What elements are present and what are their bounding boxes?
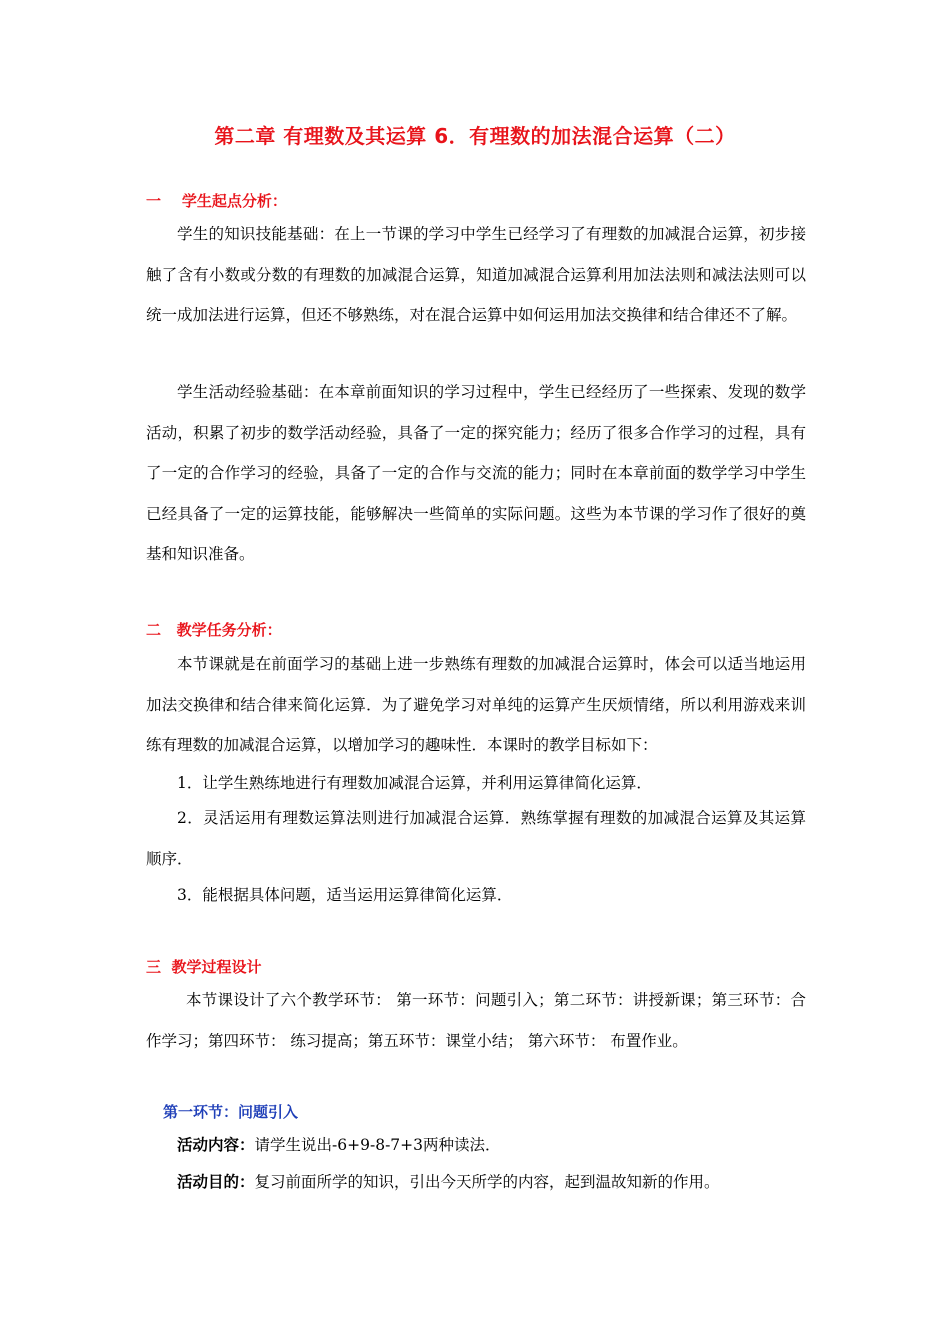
section-heading-task-analysis: 二 教学任务分析： — [146, 621, 282, 639]
section-heading-student-analysis: 一 学生起点分析： — [146, 192, 287, 210]
page-title: 第二章 有理数及其运算 6．有理数的加法混合运算（二） — [214, 124, 736, 148]
objective-item-2: 2．灵活运用有理数运算法则进行加减混合运算．熟练掌握有理数的加减混合运算及其运算顺序． — [146, 809, 806, 868]
paragraph-process-overview: 本节课设计了六个教学环节： 第一环节：问题引入；第二环节：讲授新课；第三环节：合作学习；第四环节： 练习提高；第五环节：课堂小结； 第六环节： 布置作业。 — [146, 991, 806, 1050]
section-heading-process-design: 三 教学过程设计 — [146, 958, 262, 976]
activity-content-line — [177, 1125, 837, 1165]
paragraph-knowledge-basis: 学生的知识技能基础：在上一节课的学习中学生已经学习了有理数的加减混合运算，初步接触了含有小数或分数的有理数的加减混合运算，知道加减混合运算利用加法法则和减法法则可以统一成加法进行运算，但还不够熟练，对在混合运算中如何运用加法交换律和结合律还不了解。 — [146, 225, 806, 324]
activity-content-text: 请学生说出-6+9-8-7+3两种读法． — [254, 1136, 501, 1154]
paragraph-activity-basis: 学生活动经验基础：在本章前面知识的学习过程中，学生已经经历了一些探索、发现的数学活动，积累了初步的数学活动经验，具备了一定的探究能力；经历了很多合作学习的过程，具有了一定的合作学习的经验，具备了一定的合作与交流的能力；同时在本章前面的数学学习中学生已经具备了一定的运算技能，能够解决一些简单的实际问题。这些为本节课的学习作了很好的奠基和知识准备。 — [146, 383, 806, 563]
activity-purpose-text: 复习前面所学的知识，引出今天所学的内容，起到温故知新的作用。 — [254, 1173, 720, 1191]
paragraph-task-description: 本节课就是在前面学习的基础上进一步熟练有理数的加减混合运算时，体会可以适当地运用加法交换律和结合律来简化运算．为了避免学习对单纯的运算产生厌烦情绪，所以利用游戏来训练有理数的加减混合运算，以增加学习的趣味性．本课时的教学目标如下： — [146, 655, 806, 754]
stage-heading-problem-intro: 第一环节：问题引入 — [163, 1103, 299, 1121]
objective-item-1: 1．让学生熟练地进行有理数加减混合运算，并利用运算律简化运算． — [177, 774, 652, 792]
activity-purpose-label: 活动目的： — [177, 1173, 255, 1191]
activity-content-label: 活动内容： — [177, 1136, 255, 1154]
activity-purpose-line — [177, 1162, 837, 1202]
objective-item-3: 3．能根据具体问题，适当运用运算律简化运算． — [177, 886, 513, 904]
